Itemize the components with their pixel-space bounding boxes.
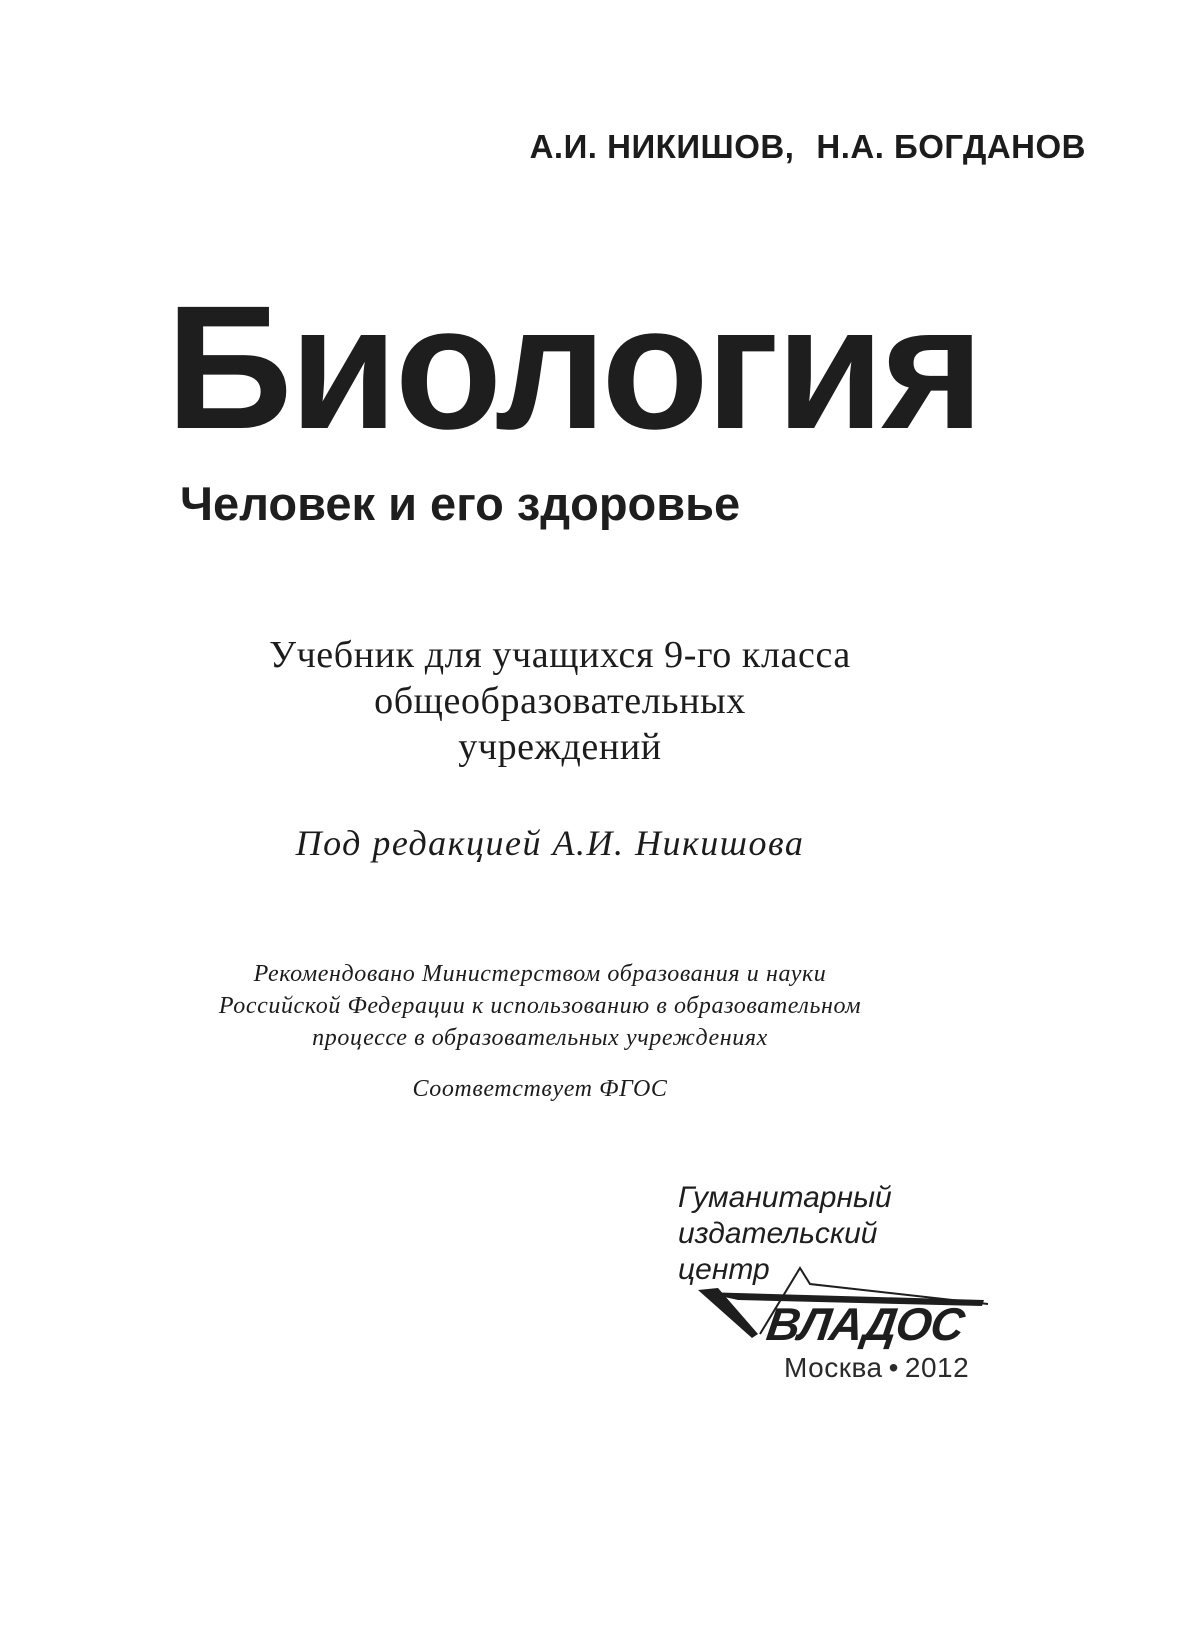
- recommendation-line: Рекомендовано Министерством образования и науки: [253, 961, 827, 987]
- imprint-separator: •: [888, 1352, 899, 1383]
- fgos-compliance: Соответствует ФГОС: [412, 1076, 668, 1102]
- vlados-logo-icon: [698, 1262, 998, 1362]
- description-line: учреждений: [458, 726, 662, 768]
- editor-credit: Под редакцией А.И. Никишова: [295, 823, 805, 863]
- book-description: [0, 632, 1120, 770]
- publisher-line: издательский: [678, 1217, 878, 1250]
- recommendation-line: процессе в образовательных учреждениях: [312, 1025, 768, 1051]
- author-first: А.И. НИКИШОВ,: [529, 128, 795, 165]
- recommendation-line: Российской Федерации к использованию в образовательном: [218, 993, 862, 1019]
- imprint-city: Москва: [784, 1352, 883, 1383]
- publisher-line: Гуманитарный: [678, 1181, 892, 1214]
- book-title: Биология: [166, 270, 982, 466]
- ministry-recommendation: [0, 958, 1080, 1054]
- author-second: Н.А. БОГДАНОВ: [816, 128, 1086, 165]
- description-line: Учебник для учащихся 9-го класса: [269, 634, 851, 676]
- book-subtitle: Человек и его здоровье: [180, 477, 741, 530]
- publisher-line: центр: [678, 1253, 770, 1286]
- description-line: общеобразовательных: [374, 680, 746, 722]
- imprint: [784, 1352, 969, 1384]
- logo-wordmark: ВЛАДОС: [763, 1298, 967, 1350]
- imprint-year: 2012: [904, 1352, 970, 1383]
- authors: [530, 128, 1086, 166]
